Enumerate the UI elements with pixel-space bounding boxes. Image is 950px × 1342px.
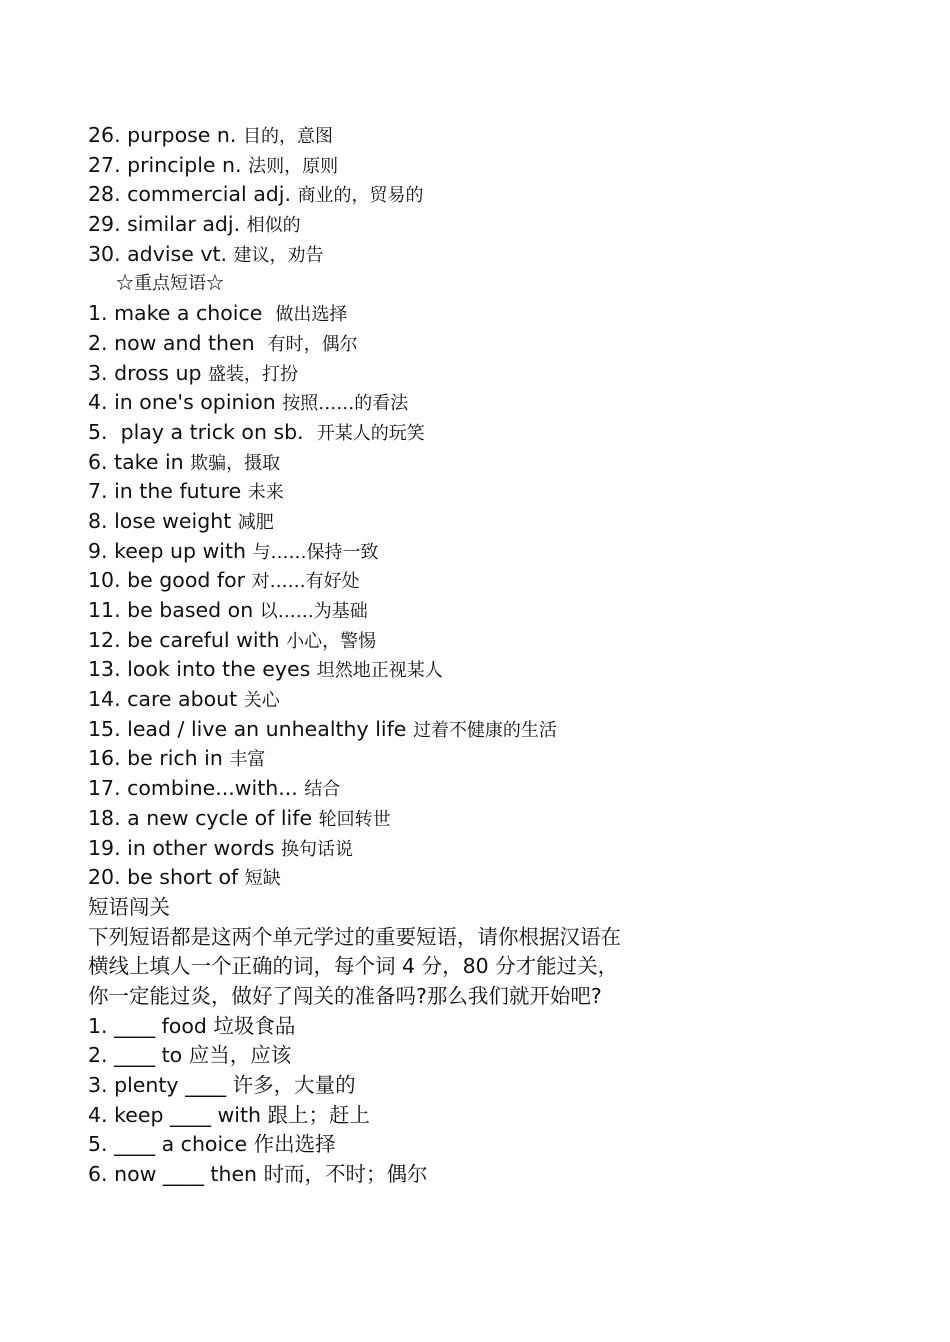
phrase-term: 2. now and then — [88, 330, 268, 355]
phrase-item — [88, 596, 908, 626]
phrase-meaning: 做出选择 — [275, 304, 348, 326]
phrase-item — [88, 388, 908, 418]
phrase-item — [88, 715, 908, 745]
exercise-list — [88, 1012, 908, 1190]
phrase-term: 17. combine...with... — [88, 776, 305, 801]
phrase-term: 11. be based on — [88, 598, 260, 622]
exercise-prompt: 1. ____ food — [88, 1013, 214, 1038]
document-page — [88, 121, 908, 1190]
exercise-prompt: 3. plenty ____ — [88, 1073, 233, 1098]
vocab-item — [88, 210, 908, 240]
exercise-item — [88, 1041, 908, 1071]
challenge-title: 短语闯关 — [88, 894, 170, 919]
phrase-meaning: 有时，偶尔 — [267, 333, 358, 355]
phrase-item — [88, 834, 908, 864]
phrase-item — [88, 507, 908, 537]
phrase-item — [88, 685, 908, 715]
vocab-meaning: 目的，意图 — [242, 126, 333, 147]
phrase-meaning: 丰富 — [229, 749, 266, 771]
exercise-item — [88, 1071, 908, 1101]
phrase-meaning: 对……有好处 — [251, 571, 360, 593]
phrase-meaning: 按照……的看法 — [282, 393, 409, 415]
phrase-item — [88, 537, 908, 567]
phrase-item — [88, 477, 908, 507]
vocab-item — [88, 180, 908, 210]
exercise-prompt: 2. ____ to — [88, 1043, 189, 1068]
phrase-item — [88, 299, 908, 329]
phrase-term: 9. keep up with — [88, 538, 253, 563]
vocab-item — [88, 151, 908, 181]
exercise-prompt: 5. ____ a choice — [88, 1132, 254, 1157]
phrase-meaning: 开某人的玩笑 — [316, 422, 425, 444]
phrase-meaning: 盛装，打扮 — [208, 363, 299, 385]
phrase-term: 13. look into the eyes — [88, 657, 317, 682]
phrase-meaning: 关心 — [243, 690, 280, 712]
phrase-meaning: 小心，警惕 — [286, 630, 377, 652]
phrase-term: 1. make a choice — [88, 301, 276, 326]
phrase-term: 20. be short of — [88, 865, 245, 890]
phrase-item — [88, 566, 908, 596]
phrase-meaning: 坦然地正视某人 — [316, 660, 443, 682]
phrase-meaning: 欺骗，摄取 — [190, 452, 281, 474]
phrase-item — [88, 804, 908, 834]
phrase-meaning: 过着不健康的生活 — [412, 719, 557, 741]
phrase-meaning: 以……为基础 — [259, 601, 368, 622]
vocab-term: 29. similar adj. — [88, 212, 247, 237]
phrase-item — [88, 329, 908, 359]
exercise-item — [88, 1160, 908, 1190]
exercise-item — [88, 1012, 908, 1042]
phrase-term: 4. in one's opinion — [88, 390, 283, 415]
phrase-item — [88, 744, 908, 774]
exercise-prompt: 4. keep ____ with — [88, 1102, 268, 1127]
phrase-meaning: 换句话说 — [281, 838, 354, 860]
vocab-item — [88, 121, 908, 151]
phrase-item — [88, 448, 908, 478]
phrase-term: 14. care about — [88, 687, 244, 712]
phrase-item — [88, 359, 908, 389]
exercise-item — [88, 1101, 908, 1131]
phrase-meaning: 短缺 — [244, 868, 281, 890]
phrase-term: 10. be good for — [88, 568, 252, 593]
vocab-term: 26. purpose n. — [88, 123, 243, 147]
vocab-meaning: 法则，原则 — [248, 155, 339, 177]
vocabulary-list — [88, 121, 908, 269]
exercise-meaning: 许多，大量的 — [232, 1073, 356, 1098]
phrase-term: 5. play a trick on sb. — [88, 419, 317, 444]
vocab-item — [88, 240, 908, 270]
vocab-term: 30. advise vt. — [88, 241, 234, 266]
phrase-term: 15. lead / live an unhealthy life — [88, 716, 413, 741]
vocab-meaning: 建议，劝告 — [233, 244, 324, 266]
exercise-meaning: 作出选择 — [253, 1132, 336, 1157]
exercise-meaning: 应当，应该 — [188, 1043, 292, 1068]
phrase-term: 12. be careful with — [88, 627, 287, 652]
phrase-meaning: 减肥 — [237, 511, 274, 533]
phrases-heading: ☆重点短语☆ — [116, 273, 224, 295]
phrase-term: 8. lose weight — [88, 508, 238, 533]
phrase-term: 7. in the future — [88, 479, 248, 504]
phrase-term: 18. a new cycle of life — [88, 805, 319, 830]
exercise-meaning: 时而，不时；偶尔 — [263, 1162, 428, 1187]
vocab-term: 28. commercial adj. — [88, 182, 298, 207]
exercise-meaning: 垃圾食品 — [213, 1013, 296, 1038]
phrase-item — [88, 774, 908, 804]
phrase-term: 3. dross up — [88, 360, 209, 385]
phrase-list — [88, 299, 908, 893]
phrase-item — [88, 863, 908, 893]
phrase-item — [88, 655, 908, 685]
phrase-meaning: 轮回转世 — [318, 808, 391, 830]
phrase-item — [88, 626, 908, 656]
phrase-meaning: 结合 — [304, 779, 341, 801]
exercise-prompt: 6. now ____ then — [88, 1162, 264, 1187]
phrase-meaning: 与……保持一致 — [252, 541, 379, 563]
phrase-meaning: 未来 — [247, 482, 284, 504]
exercise-meaning: 跟上；赶上 — [267, 1102, 370, 1127]
vocab-term: 27. principle n. — [88, 152, 249, 177]
phrase-term: 19. in other words — [88, 835, 282, 860]
phrase-item — [88, 418, 908, 448]
challenge-intro: 下列短语都是这两个单元学过的重要短语，请你根据汉语在横线上填人一个正确的词，每个词 4 分，80 分才能过关，你一定能过炎，做好了闯关的准备吗?那么我们就开始吧? — [88, 924, 621, 1008]
phrase-term: 16. be rich in — [88, 746, 230, 771]
exercise-item — [88, 1130, 908, 1160]
phrase-term: 6. take in — [88, 449, 191, 474]
vocab-meaning: 相似的 — [246, 215, 301, 237]
vocab-meaning: 商业的，贸易的 — [297, 185, 424, 207]
